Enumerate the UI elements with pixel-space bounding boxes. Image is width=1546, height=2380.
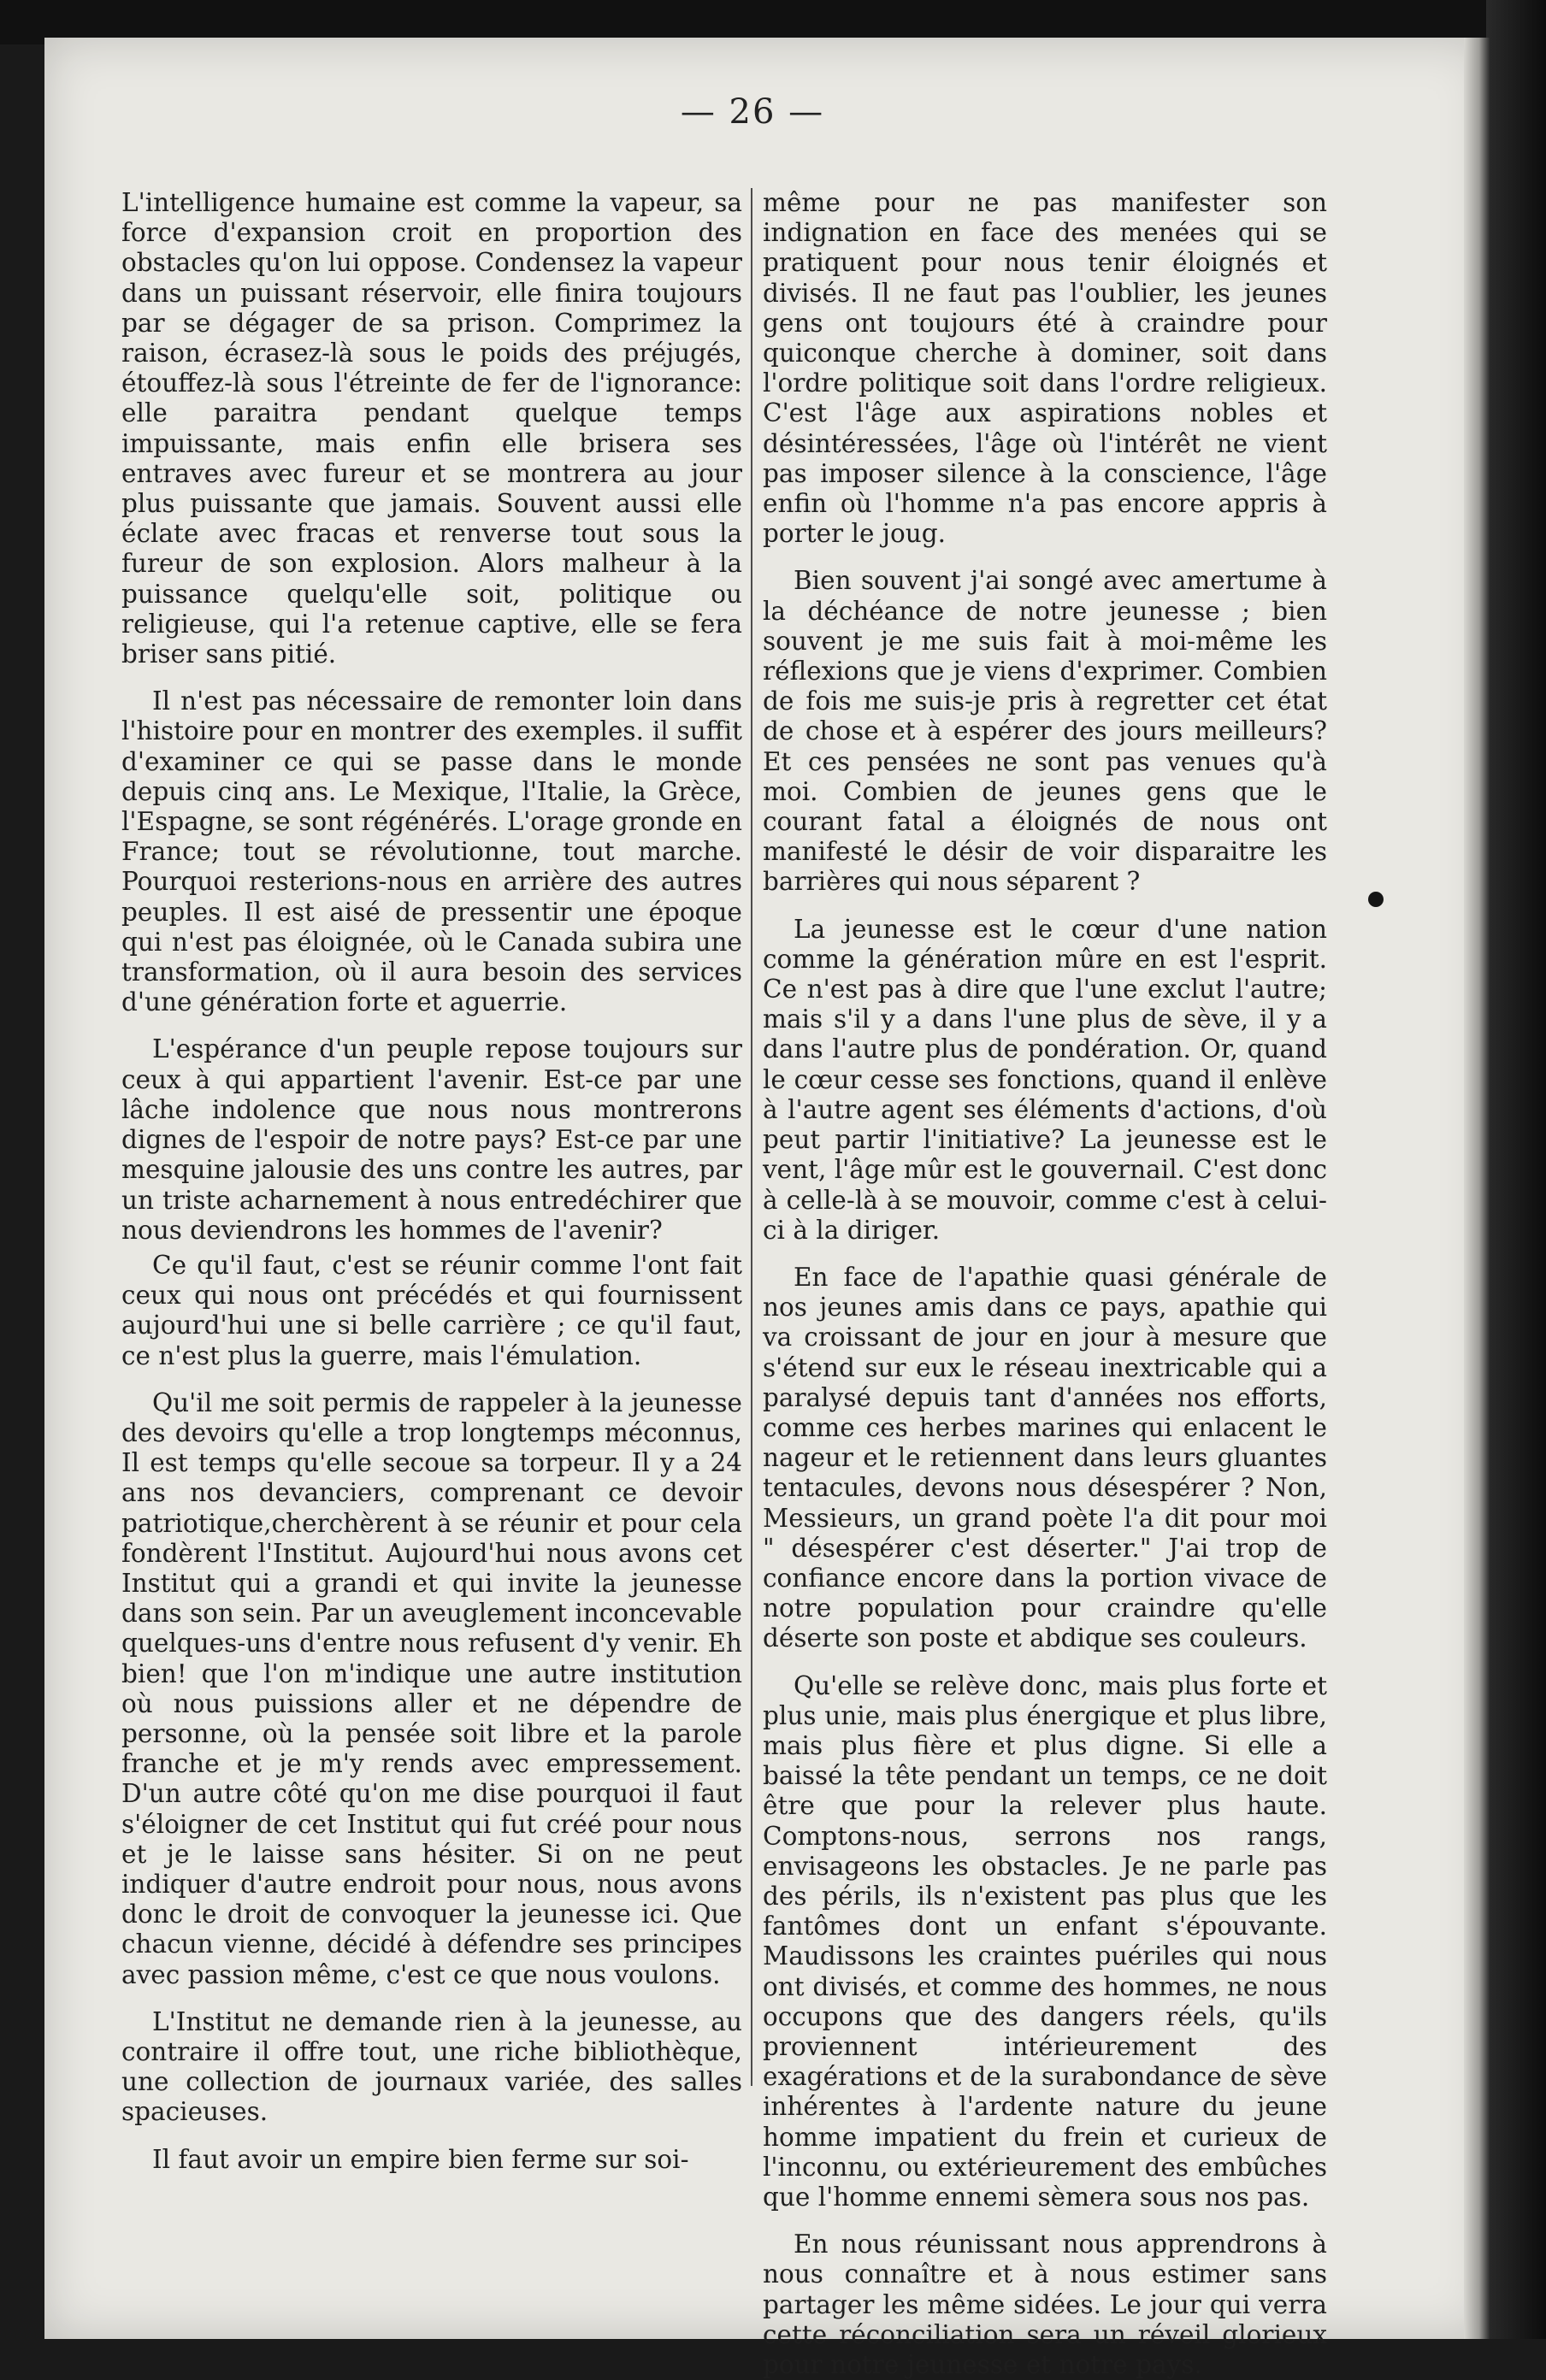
- paragraph: même pour ne pas manifester son indignation en face des menées qui se pratiquent pour nous tenir éloignés et divisés. Il ne faut pas l'oublier, les jeunes gens ont toujours été à craindre pour quiconque cherche à dominer, soit dans l'ordre politique soit dans l'ordre religieux. C'est l'âge aux aspirations nobles et désintéressées, l'âge où l'intérêt ne vient pas imposer silence à la conscience, l'âge enfin où l'homme n'a pas encore appris à porter le joug.: [763, 188, 1327, 549]
- right-column: [763, 188, 1327, 2380]
- paragraph: La jeunesse est le cœur d'une nation comme la génération mûre en est l'esprit. Ce n'est pas à dire que l'une exclut l'autre; mais s'il y a dans l'une plus de sève, il y a dans l'autre plus de pondération. Or, quand le cœur cesse ses fonctions, quand il enlève à l'autre agent ses éléments d'actions, d'où peut partir l'initiative? La jeunesse est le vent, l'âge mûr est le gouvernail. C'est donc à celle-là à se mouvoir, comme c'est à celui-ci à la diriger.: [763, 914, 1327, 1245]
- paragraph: Ce qu'il faut, c'est se réunir comme l'ont fait ceux qui nous ont précédés et qui fournissent aujourd'hui une si belle carrière ; ce qu'il faut, ce n'est plus la guerre, mais l'émulation.: [121, 1250, 742, 1370]
- page-number: — 26 —: [680, 92, 825, 132]
- paragraph: Il n'est pas nécessaire de remonter loin dans l'histoire pour en montrer des exemples. il suffit d'examiner ce qui se passe dans le monde depuis cinq ans. Le Mexique, l'Italie, la Grèce, l'Espagne, se sont régénérés. L'orage gronde en France; tout se révolutionne, tout marche. Pourquoi resterions-nous en arrière des autres peuples. Il est aisé de pressentir une époque qui n'est pas éloignée, où le Canada subira une transformation, où il aura besoin des services d'une génération forte et aguerrie.: [121, 686, 742, 1017]
- paragraph: L'intelligence humaine est comme la vapeur, sa force d'expansion croit en proportion des obstacles qu'on lui oppose. Condensez la vapeur dans un puissant réservoir, elle finira toujours par se dégager de sa prison. Comprimez la raison, écrasez-là sous le poids des préjugés, étouffez-là sous l'étreinte de fer de l'ignorance: elle paraitra pendant quelque temps impuissante, mais enfin elle brisera ses entraves avec fureur et se montrera au jour plus puissante que jamais. Souvent aussi elle éclate avec fracas et renverse tout sous la fureur de son explosion. Alors malheur à la puissance quelqu'elle soit, politique ou religieuse, qui l'a retenue captive, elle se fera briser sans pitié.: [121, 188, 742, 669]
- paragraph: L'Institut ne demande rien à la jeunesse, au contraire il offre tout, une riche bibliothèque, une collection de journaux variée, des salles spacieuses.: [121, 2006, 742, 2127]
- scan-border-right: [1486, 0, 1546, 2339]
- paragraph: Qu'il me soit permis de rappeler à la jeunesse des devoirs qu'elle a trop longtemps méconnus, Il est temps qu'elle secoue sa torpeur. Il y a 24 ans nos devanciers, comprenant ce devoir patriotique,cherchèrent à se réunir et pour cela fondèrent l'Institut. Aujourd'hui nous avons cet Institut qui a grandi et qui invite la jeunesse dans son sein. Par un aveuglement inconcevable quelques-uns d'entre nous refusent d'y venir. Eh bien! que l'on m'indique une autre institution où nous puissions aller et ne dépendre de personne, où la pensée soit libre et la parole franche et je m'y rends avec empressement. D'un autre côté qu'on me dise pourquoi il faut s'éloigner de cet Institut qui fut créé pour nous et je le laisse sans hésiter. Si on ne peut indiquer d'autre endroit pour nous, nous avons donc le droit de convoquer la jeunesse ici. Que chacun vienne, décidé à défendre ses principes avec passion même, c'est ce que nous voulons.: [121, 1387, 742, 1989]
- page-fold-shadow: [1464, 38, 1490, 2339]
- paragraph: Bien souvent j'ai songé avec amertume à la déchéance de notre jeunesse ; bien souvent je me suis fait à moi-même les réflexions que je viens d'exprimer. Combien de fois me suis-je pris à regretter cet état de chose et à espérer des jours meilleurs? Et ces pensées ne sont pas venues qu'à moi. Combien de jeunes gens que le courant fatal a éloignés de nous ont manifesté le désir de voir disparaitre les barrières qui nous séparent ?: [763, 566, 1327, 897]
- paragraph: En face de l'apathie quasi générale de nos jeunes amis dans ce pays, apathie qui va croissant de jour en jour à mesure que s'étend sur eux le réseau inextricable qui a paralysé depuis tant d'années nos efforts, comme ces herbes marines qui enlacent le nageur et le retiennent dans leurs gluantes tentacules, devons nous désespérer ? Non, Messieurs, un grand poète l'a dit pour moi " désespérer c'est déserter." J'ai trop de confiance encore dans la portion vivace de notre population pour craindre qu'elle déserte son poste et abdique ses couleurs.: [763, 1262, 1327, 1653]
- column-divider: [751, 188, 752, 2086]
- paragraph: Il faut avoir un empire bien ferme sur soi-: [152, 2144, 689, 2174]
- paragraph: En nous réunissant nous apprendrons à nous connaître et à nous estimer sans partager les même sidées. Le jour qui verra cette réconciliation sera un réveil glorieux pour notre jeunesse et notre pays.: [763, 2230, 1327, 2380]
- paragraph: L'espérance d'un peuple repose toujours sur ceux à qui appartient l'avenir. Est-ce par une lâche indolence que nous nous montrerons dignes de l'espoir de notre pays? Est-ce par une mesquine jalousie des uns contre les autres, par un triste acharnement à nous entredéchirer que nous deviendrons les hommes de l'avenir?: [121, 1034, 742, 1245]
- paragraph: Qu'elle se relève donc, mais plus forte et plus unie, mais plus énergique et plus libre, mais plus fière et plus digne. Si elle a baissé la tête pendant un temps, ce ne doit être que pour la relever plus haute. Comptons-nous, serrons nos rangs, envisageons les obstacles. Je ne parle pas des périls, ils n'existent pas plus que les fantômes dont un enfant s'épouvante. Maudissons les craintes puériles qui nous ont divisés, et comme des hommes, ne nous occupons que des dangers réels, qu'ils proviennent intérieurement des exagérations et de la surabondance de sève inhérentes à l'ardente nature du jeune homme impatient du frein et curieux de l'inconnu, ou extérieurement des embûches que l'homme ennemi sèmera sous nos pas.: [763, 1670, 1327, 2212]
- ink-spot: [1368, 892, 1384, 907]
- left-column: [121, 188, 742, 2175]
